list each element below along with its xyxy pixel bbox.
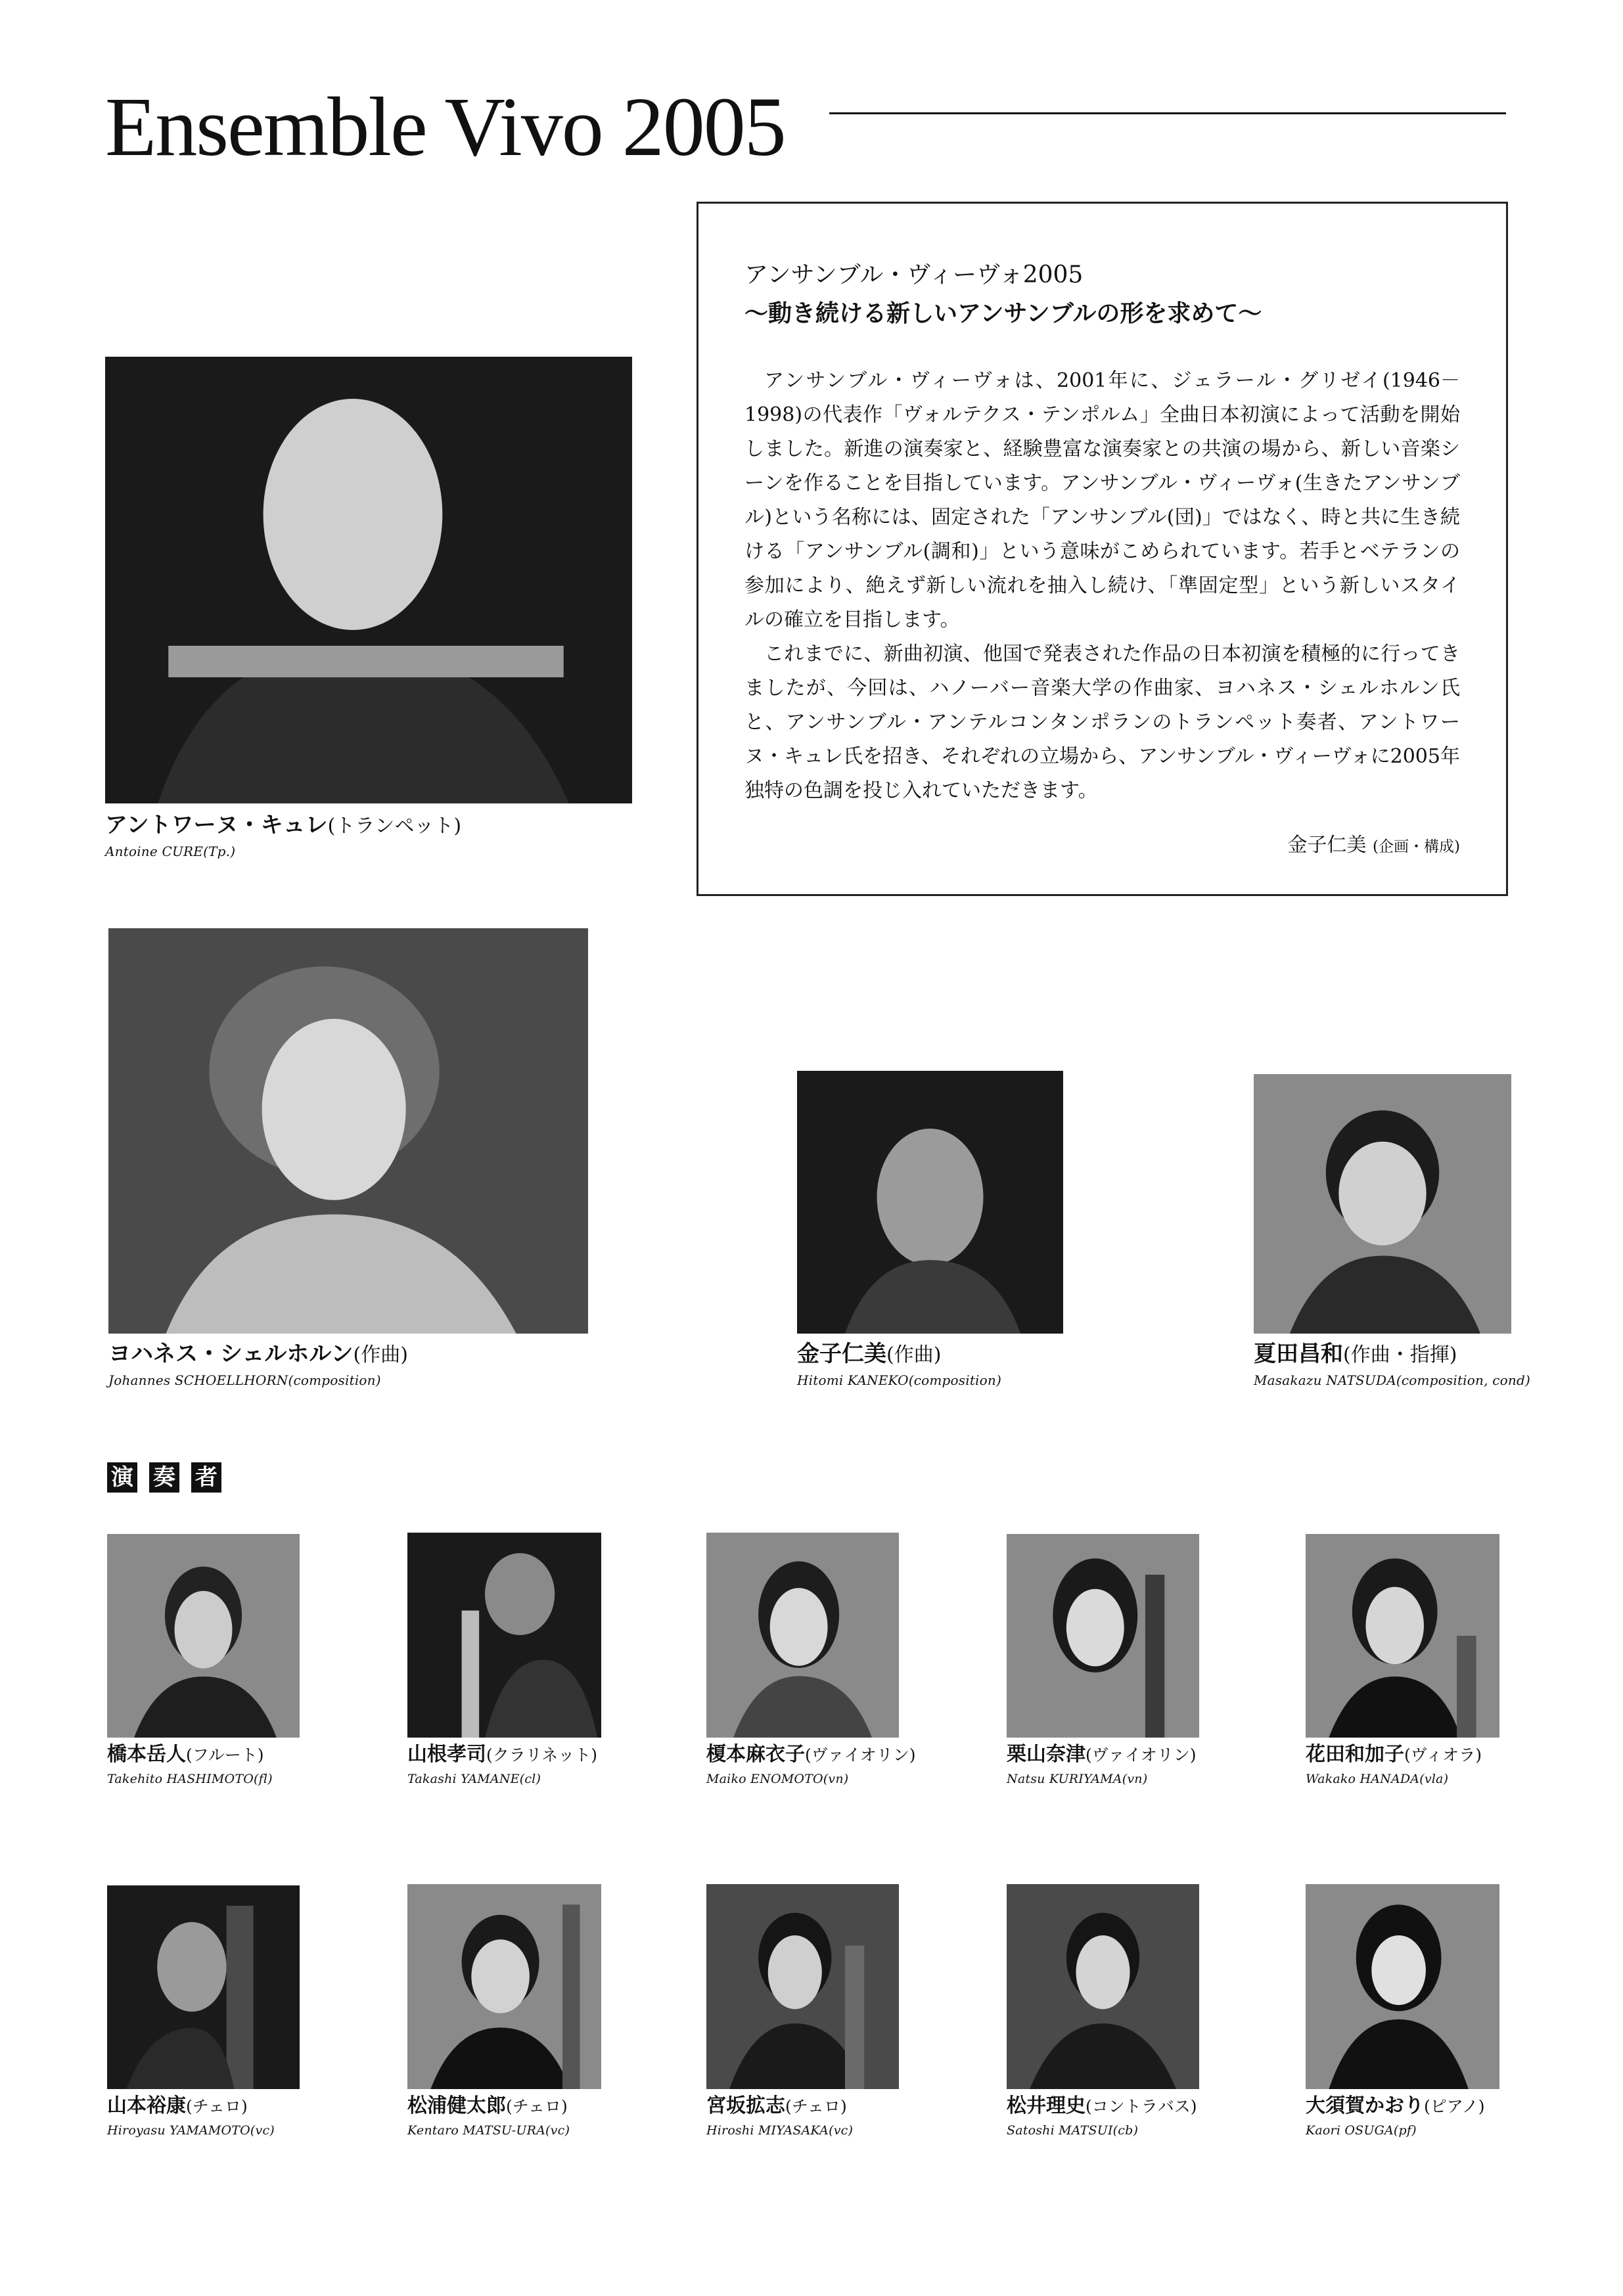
performers-label	[107, 1462, 221, 1493]
photo-hiroshi-miyasaka	[706, 1884, 899, 2089]
photo-hitomi-kaneko	[797, 1071, 1063, 1334]
caption-en: Maiko ENOMOTO(vn)	[706, 1772, 849, 1786]
portrait-silhouette-icon	[407, 1884, 601, 2089]
caption-antoine-cure	[105, 810, 461, 861]
caption-jp-role: (チェロ)	[785, 2097, 847, 2116]
caption-takehito-hashimoto	[107, 1741, 273, 1789]
intro-paragraph-1: アンサンブル・ヴィーヴォは、2001年に、ジェラール・グリゼイ(1946－1998)の代表作「ヴォルテクス・テンポルム」全曲日本初演によって活動を開始しました。新進の演奏家と、経験豊富な演奏家との共演の場から、新しい音楽シーンを作ることを目指しています。アンサンブル・ヴィーヴォ(生きたアンサンブル)という名称には、固定された「アンサンブル(団)」ではなく、時と共に生き続ける「アンサンブル(調和)」という意味がこめられています。若手とベテランの参加により、絶えず新しい流れを抽入し続け、「準固定型」という新しいスタイルの確立を目指します。	[744, 369, 1460, 631]
caption-jp-name: アントワーヌ・キュレ	[105, 812, 328, 838]
caption-jp-role: (ヴァイオリン)	[805, 1745, 916, 1765]
caption-jp-name: 花田和加子	[1306, 1743, 1404, 1766]
caption-kentaro-matsu-ura	[407, 2092, 570, 2140]
caption-jp-role: (チェロ)	[506, 2097, 568, 2116]
caption-jp-name: 金子仁美	[797, 1341, 886, 1367]
caption-wakako-hanada	[1306, 1741, 1482, 1789]
photo-masakazu-natsuda	[1254, 1074, 1511, 1334]
caption-en: Satoshi MATSUI(cb)	[1007, 2123, 1139, 2138]
caption-jp-name: 榎本麻衣子	[706, 1743, 805, 1766]
caption-jp-name: 松浦健太郎	[407, 2094, 506, 2117]
portrait-silhouette-icon	[1007, 1884, 1199, 2089]
photo-kaori-osuga	[1306, 1884, 1499, 2089]
caption-en: Takashi YAMANE(cl)	[407, 1772, 541, 1786]
performers-label-char: 者	[191, 1462, 221, 1493]
page-title: Ensemble Vivo 2005	[105, 80, 785, 173]
signature-role: (企画・構成)	[1373, 838, 1460, 855]
photo-takashi-yamane	[407, 1533, 601, 1738]
caption-jp-role: (フルート)	[186, 1745, 264, 1765]
portrait-silhouette-icon	[108, 928, 588, 1334]
caption-masakazu-natsuda	[1254, 1339, 1530, 1390]
caption-jp-role: (作曲)	[886, 1343, 942, 1366]
caption-hiroyasu-yamamoto	[107, 2092, 275, 2140]
intro-paragraph-2: これまでに、新曲初演、他国で発表された作品の日本初演を積極的に行ってきましたが、今回は、ハノーバー音楽大学の作曲家、ヨハネス・シェルホルン氏と、アンサンブル・アンテルコンタンポランのトランペット奏者、アントワーヌ・キュレ氏を招き、それぞれの立場から、アンサンブル・ヴィーヴォに2005年独特の色調を投じ入れていただきます。	[744, 642, 1460, 802]
photo-maiko-enomoto	[706, 1533, 899, 1738]
portrait-silhouette-icon	[1306, 1534, 1499, 1738]
portrait-silhouette-icon	[706, 1884, 899, 2089]
caption-en: Kaori OSUGA(pf)	[1306, 2123, 1417, 2138]
caption-en: Antoine CURE(Tp.)	[105, 844, 236, 859]
intro-body	[744, 364, 1460, 808]
photo-natsu-kuriyama	[1007, 1534, 1199, 1738]
caption-hiroshi-miyasaka	[706, 2092, 853, 2140]
title-rule	[829, 112, 1506, 114]
intro-box	[697, 202, 1508, 896]
caption-jp-role: (ヴィオラ)	[1404, 1745, 1482, 1765]
photo-kentaro-matsu-ura	[407, 1884, 601, 2089]
photo-antoine-cure	[105, 357, 632, 803]
caption-jp-role: (ピアノ)	[1424, 2097, 1485, 2116]
caption-en: Hiroshi MIYASAKA(vc)	[706, 2123, 854, 2138]
performers-label-char: 演	[107, 1462, 137, 1493]
caption-takashi-yamane	[407, 1741, 597, 1789]
caption-jp-name: 夏田昌和	[1254, 1341, 1343, 1367]
caption-en: Johannes SCHOELLHORN(composition)	[108, 1372, 381, 1388]
caption-kaori-osuga	[1306, 2092, 1485, 2140]
caption-jp-name: 山根孝司	[407, 1743, 486, 1766]
caption-jp-name: 松井理史	[1007, 2094, 1086, 2117]
caption-en: Wakako HANADA(vla)	[1306, 1772, 1449, 1786]
caption-jp-role: (コントラバス)	[1086, 2097, 1197, 2116]
portrait-silhouette-icon	[1254, 1074, 1511, 1334]
portrait-silhouette-icon	[107, 1534, 300, 1738]
caption-jp-role: (トランペット)	[327, 815, 462, 838]
caption-jp-name: 山本裕康	[107, 2094, 186, 2117]
intro-heading: アンサンブル・ヴィーヴォ2005	[744, 261, 1084, 288]
portrait-silhouette-icon	[1306, 1884, 1499, 2089]
caption-jp-role: (クラリネット)	[486, 1745, 598, 1765]
intro-subheading: ～動き続ける新しいアンサンブルの形を求めて～	[744, 300, 1262, 327]
caption-hitomi-kaneko	[797, 1339, 1001, 1390]
caption-jp-role: (チェロ)	[186, 2097, 248, 2116]
signature-name: 金子仁美	[1287, 834, 1367, 857]
photo-wakako-hanada	[1306, 1534, 1499, 1738]
caption-jp-name: 宮坂拡志	[706, 2094, 785, 2117]
caption-jp-name: 大須賀かおり	[1306, 2094, 1424, 2117]
caption-jp-role: (ヴァイオリン)	[1086, 1745, 1197, 1765]
portrait-silhouette-icon	[105, 357, 632, 803]
portrait-silhouette-icon	[107, 1885, 300, 2089]
caption-en: Hitomi KANEKO(composition)	[797, 1372, 1001, 1388]
photo-satoshi-matsui	[1007, 1884, 1199, 2089]
caption-jp-role: (作曲)	[353, 1343, 408, 1366]
caption-jp-name: ヨハネス・シェルホルン	[108, 1341, 354, 1367]
caption-jp-name: 栗山奈津	[1007, 1743, 1086, 1766]
caption-en: Hiroyasu YAMAMOTO(vc)	[107, 2123, 275, 2138]
photo-johannes-schoellhorn	[108, 928, 588, 1334]
portrait-silhouette-icon	[706, 1533, 899, 1738]
caption-satoshi-matsui	[1007, 2092, 1197, 2140]
photo-hiroyasu-yamamoto	[107, 1885, 300, 2089]
caption-maiko-enomoto	[706, 1741, 916, 1789]
caption-en: Kentaro MATSU-URA(vc)	[407, 2123, 570, 2138]
caption-en: Takehito HASHIMOTO(fl)	[107, 1772, 273, 1786]
portrait-silhouette-icon	[407, 1533, 601, 1738]
portrait-silhouette-icon	[1007, 1534, 1199, 1738]
caption-natsu-kuriyama	[1007, 1741, 1197, 1789]
caption-jp-name: 橋本岳人	[107, 1743, 186, 1766]
caption-johannes-schoellhorn	[108, 1339, 408, 1390]
portrait-silhouette-icon	[797, 1071, 1063, 1334]
photo-takehito-hashimoto	[107, 1534, 300, 1738]
caption-en: Natsu KURIYAMA(vn)	[1007, 1772, 1148, 1786]
caption-jp-role: (作曲・指揮)	[1343, 1343, 1457, 1366]
caption-en: Masakazu NATSUDA(composition, cond)	[1254, 1372, 1530, 1388]
intro-signature	[1288, 828, 1461, 857]
performers-label-char: 奏	[149, 1462, 179, 1493]
